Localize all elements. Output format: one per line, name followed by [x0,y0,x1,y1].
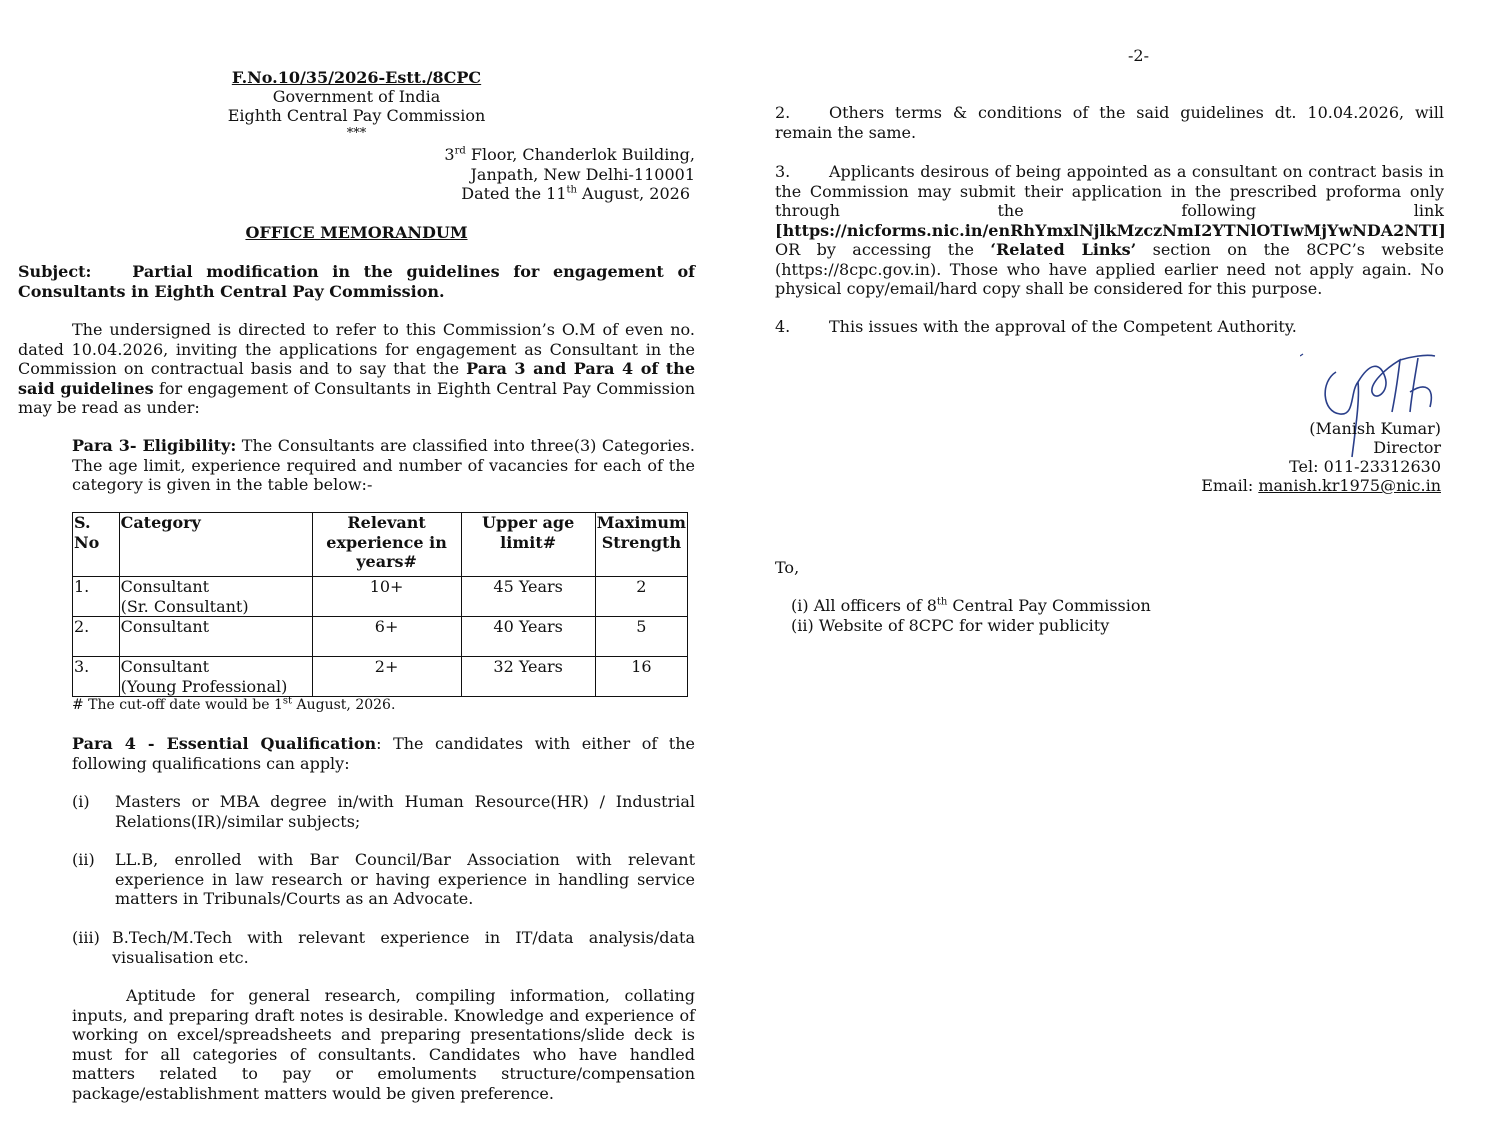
qualification-item [72,792,695,831]
cell-sno: 3. [73,657,120,697]
to-label: To, [775,558,800,577]
cell-category: Consultant (Young Professional) [119,657,312,697]
col-header-strength: Maximum Strength [595,513,687,577]
email-link[interactable]: manish.kr1975@nic.in [1258,476,1441,495]
subject-line: Subject: Partial modification in the guidelines for engagement of Consultants in Eighth Central Pay Commission. [18,262,695,301]
col-header-experience: Relevant experience in years# [312,513,461,577]
qualification-number: (iii) [72,928,100,947]
cell-experience: 2+ [312,657,461,697]
cell-category: Consultant (Sr. Consultant) [119,577,312,617]
cell-strength: 5 [595,617,687,657]
address-line-1: 3rd Floor, Chanderlok Building, [444,145,695,164]
signatory-name: (Manish Kumar) [1309,419,1441,438]
qualification-text: B.Tech/M.Tech with relevant experience in IT/data analysis/data visualisation etc. [112,928,695,967]
signatory-email: Email: manish.kr1975@nic.in [1201,476,1441,495]
separator-stars: *** [346,126,367,141]
cell-age: 40 Years [461,617,595,657]
distribution-item: (i) All officers of 8th Central Pay Commission [791,596,1151,615]
table-header-row [73,513,688,577]
qualification-text: LL.B, enrolled with Bar Council/Bar Association with relevant experience in law research or having experience in handling service matters in Tribunals/Courts as an Advocate. [115,850,695,908]
file-number: F.No.10/35/2026-Estt./8CPC [231,68,482,87]
table-row [73,577,688,617]
cell-strength: 2 [595,577,687,617]
para-3: 3. Applicants desirous of being appointed as a consultant on contract basis in the Commission may submit their application in the prescribed proforma only through the following link [https://nicforms.nic.in/enRhYmxlNjlkMzczNmI2YTNlOTIwMjYwNDA2NTI] OR by accessing the ‘Related Links’ section on the 8CPC’s website (https://8cpc.gov.in). Those who have applied earlier need not apply again. No physical copy/email/hard copy shall be considered for this purpose. [775,162,1446,298]
intro-paragraph: The undersigned is directed to refer to this Commission’s O.M of even no. dated 10.04.2026, inviting the applications for engagement as Consultant in the Commission on contractual basis and to say that the Para 3 and Para 4 of the said guidelines for engagement of Consultants in Eighth Central Pay Commission may be read as under: [18,320,695,417]
table-footnote: # The cut-off date would be 1st August, 2026. [72,695,396,713]
cell-sno: 2. [73,617,120,657]
cell-category: Consultant [119,617,312,657]
col-header-age: Upper age limit# [461,513,595,577]
para4-qualification: Para 4 - Essential Qualification: The candidates with either of the following qualifications can apply: [72,734,695,773]
para-4: 4. This issues with the approval of the Competent Authority. [775,317,1297,336]
consultant-table [72,512,688,697]
qualification-number: (i) [72,792,90,811]
government-line: Government of India [272,87,441,106]
cell-age: 45 Years [461,577,595,617]
aptitude-paragraph: Aptitude for general research, compiling information, collating inputs, and preparing draft notes is desirable. Knowledge and experience of working on excel/spreadsheets and preparing presentations/slide deck is must for all categories of consultants. Candidates who have handled matters related to pay or emoluments structure/compensation package/establishment matters would be given preference. [72,986,695,1103]
qualification-item [72,850,695,909]
qualification-text: Masters or MBA degree in/with Human Resource(HR) / Industrial Relations(IR)/similar subjects; [115,792,695,831]
distribution-item: (ii) Website of 8CPC for wider publicity [791,616,1110,635]
table-row [73,657,688,697]
application-link[interactable]: [https://nicforms.nic.in/enRhYmxlNjlkMzczNmI2YTNlOTIwMjYwNDA2NTI] [775,220,1446,240]
address-block [335,145,695,184]
commission-line: Eighth Central Pay Commission [227,106,486,125]
signatory-designation: Director [1373,438,1441,457]
cell-experience: 6+ [312,617,461,657]
col-header-category: Category [119,513,312,577]
para3-eligibility: Para 3- Eligibility: The Consultants are classified into three(3) Categories. The age limit, experience required and number of vacancies for each of the category is given in the table below:- [72,436,696,494]
page-number: -2- [1128,46,1149,65]
cell-strength: 16 [595,657,687,697]
table-row [73,617,688,657]
qualification-item [72,928,695,967]
qualification-number: (ii) [72,850,95,869]
cell-sno: 1. [73,577,120,617]
signatory-telephone: Tel: 011-23312630 [1289,457,1441,476]
cell-experience: 10+ [312,577,461,617]
para-2: 2. Others terms & conditions of the said guidelines dt. 10.04.2026, will remain the same. [775,103,1444,142]
cell-age: 32 Years [461,657,595,697]
col-header-sno: S. No [73,513,120,577]
address-line-2: Janpath, New Delhi-110001 [470,164,695,184]
date-line: Dated the 11th August, 2026 [461,184,690,203]
memo-title: OFFICE MEMORANDUM [245,223,468,242]
